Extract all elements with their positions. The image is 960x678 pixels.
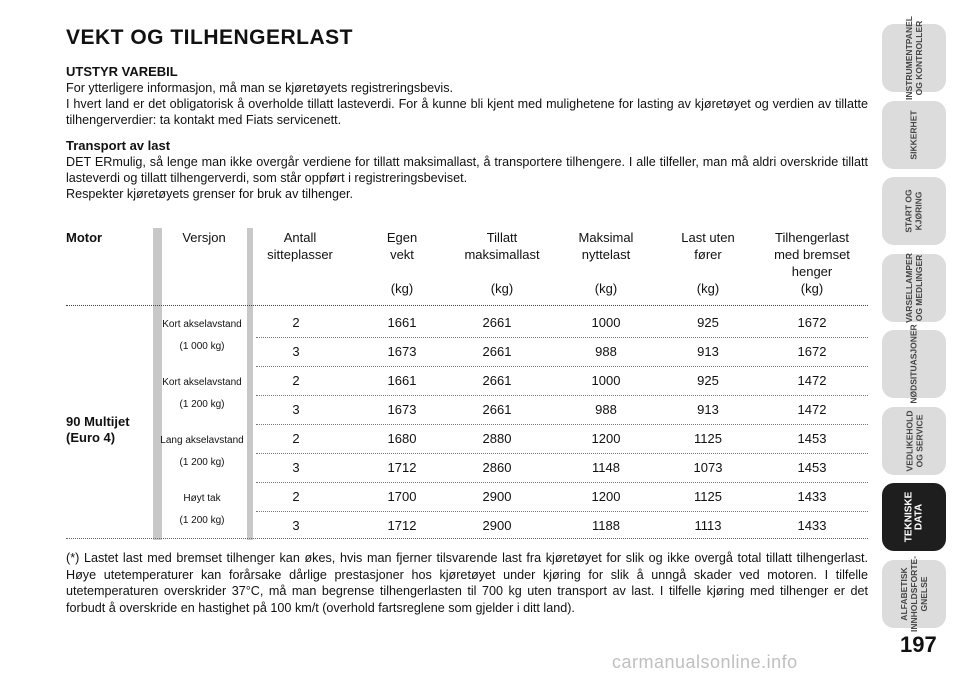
table-cell: 2661	[482, 315, 512, 330]
chapter-tab-label: START OG KJØRING	[903, 189, 924, 233]
intro-section	[66, 64, 868, 128]
towing-heading: Transport av last	[66, 138, 171, 153]
chapter-tab-label: VEDLIKEHOLD OG SERVICE	[903, 410, 924, 471]
table-cell: 1433	[797, 518, 827, 533]
version-label: Høyt tak (1 200 kg)	[179, 493, 225, 526]
table-cell: 1073	[693, 460, 723, 475]
chapter-tab-label: VARSELLAMPER OG MEDLINGER	[904, 252, 924, 323]
table-cell: 3	[292, 518, 300, 533]
table-cell: 1433	[797, 489, 827, 504]
table-bottom-divider	[66, 538, 868, 539]
table-cell: 1472	[797, 402, 827, 417]
table-cell: 925	[697, 373, 719, 388]
header-seats: Antall sitteplasser	[267, 230, 333, 262]
table-cell: 1125	[694, 431, 722, 446]
table-cell: 3	[292, 402, 300, 417]
towing-line-1: DET ERmulig, så lenge man ikke overgår verdiene for tillatt maksimallast, å transportere tilhengere. I alle tilfeller, man må aldri overskride tillatt lasteverdi og tillatt tilhengerverdi, som står oppført i registreringsbeviset.	[66, 155, 868, 185]
table-cell: 2661	[482, 373, 512, 388]
chapter-tab-label: ALFABETISK INNHOLDSFORTE- GNELSE	[899, 555, 929, 632]
chapter-tab[interactable]	[882, 177, 946, 245]
table-cell: 2	[292, 431, 300, 446]
table-cell: 1453	[797, 431, 827, 446]
row-divider	[256, 337, 868, 338]
table-cell: 3	[292, 460, 300, 475]
towing-section	[66, 138, 868, 202]
table-cell: 1661	[387, 373, 417, 388]
table-cell: 1712	[387, 518, 417, 533]
chapter-tab[interactable]	[882, 483, 946, 551]
table-cell: 1200	[591, 431, 621, 446]
version-label: Kort akselavstand (1 000 kg)	[162, 319, 242, 352]
header-no-driver: Last uten fører (kg)	[681, 230, 735, 296]
table-cell: 1673	[387, 344, 417, 359]
chapter-tab[interactable]	[882, 16, 946, 100]
row-divider	[256, 511, 868, 512]
table-cell: 988	[595, 344, 617, 359]
table-cell: 2	[292, 489, 300, 504]
seats-column-bar	[247, 228, 253, 540]
row-divider	[256, 424, 868, 425]
table-cell: 3	[292, 344, 300, 359]
header-motor: Motor	[66, 230, 103, 245]
table-cell: 1672	[797, 344, 827, 359]
chapter-tab-label: INSTRUMENTPANEL OG KONTROLLER	[904, 16, 924, 100]
chapter-tab-label: TEKNISKE DATA	[903, 491, 924, 543]
page-number: 197	[900, 632, 937, 657]
table-cell: 925	[697, 315, 719, 330]
table-cell: 1000	[591, 315, 621, 330]
table-cell: 1472	[797, 373, 827, 388]
version-label: Kort akselavstand (1 200 kg)	[162, 377, 242, 410]
table-cell: 988	[595, 402, 617, 417]
chapter-tab[interactable]	[882, 407, 946, 475]
table-cell: 1453	[797, 460, 827, 475]
table-cell: 1700	[387, 489, 417, 504]
table-cell: 1673	[387, 402, 417, 417]
table-cell: 2880	[482, 431, 512, 446]
chapter-tab-label: NØDSITUASJONER	[909, 324, 919, 404]
table-cell: 1125	[694, 489, 722, 504]
towing-line-2: Respekter kjøretøyets grenser for bruk av tilhenger.	[66, 187, 353, 201]
table-cell: 1113	[694, 518, 722, 533]
table-cell: 1712	[387, 460, 417, 475]
table-header-divider	[66, 305, 868, 306]
chapter-tab[interactable]	[882, 555, 946, 632]
watermark-text: carmanualsonline.info	[612, 652, 798, 672]
table-cell: 2	[292, 373, 300, 388]
version-label: Lang akselavstand (1 200 kg)	[160, 435, 244, 468]
table-cell: 1672	[797, 315, 827, 330]
table-cell: 2900	[482, 518, 512, 533]
table-cell: 1680	[387, 431, 417, 446]
table-cell: 2860	[482, 460, 512, 475]
table-cell: 913	[697, 344, 719, 359]
chapter-tab[interactable]	[882, 101, 946, 169]
motor-name: 90 Multijet (Euro 4)	[66, 414, 130, 445]
chapter-tab[interactable]	[882, 324, 946, 404]
row-divider	[256, 482, 868, 483]
table-cell: 913	[697, 402, 719, 417]
intro-line-1: For ytterligere informasjon, må man se kjøretøyets registreringsbevis.	[66, 81, 454, 95]
table-cell: 1661	[387, 315, 417, 330]
chapter-tab[interactable]	[882, 254, 946, 322]
intro-heading: UTSTYR VAREBIL	[66, 64, 178, 79]
header-version: Versjon	[182, 230, 226, 245]
table-cell: 2	[292, 315, 300, 330]
table-cell: 2661	[482, 402, 512, 417]
table-cell: 1148	[592, 460, 620, 475]
table-cell: 1000	[591, 373, 621, 388]
table-cell: 1200	[591, 489, 621, 504]
header-own-weight: Egen vekt (kg)	[386, 230, 418, 296]
page-title: VEKT OG TILHENGERLAST	[66, 26, 354, 49]
intro-line-2: I hvert land er det obligatorisk å overholde tillatt lasteverdi. For å kunne bli kjent med mulighetene for lasting av kjøretøyet og verdien av tillatte tilhengerverdier: ta kontakt med Fiats servicenett.	[66, 97, 868, 127]
footnote: (*) Lastet last med bremset tilhenger kan økes, hvis man fjerner tilsvarende last fra kjøretøyet for slik og ikke overgå total tillatt tilhengerlast. Høye utetemperaturer kan forårsake dårlige prestasjoner hos kjøretøyet under kjøring for slik å unngå skader ved motoren. I tilfelle utetemperaturen overskrider 37°C, må man begrense tilhengerlasten til 700 kg uten transport av last. I tilfelle kjøring med tilhenger er det forbudt å overskride en hastighet på 100 km/t (overhold fartsreglene som gjelder i ditt land).	[66, 551, 868, 615]
row-divider	[256, 395, 868, 396]
chapter-tab-label: SIKKERHET	[909, 109, 919, 160]
header-max-allowed: Tillatt maksimallast (kg)	[464, 230, 540, 296]
table-cell: 2661	[482, 344, 512, 359]
row-divider	[256, 366, 868, 367]
header-trailer: Tilhengerlast med bremset henger (kg)	[774, 230, 850, 296]
row-divider	[256, 453, 868, 454]
table-cell: 1188	[592, 518, 620, 533]
table-cell: 2900	[482, 489, 512, 504]
header-payload: Maksimal nyttelast (kg)	[578, 230, 634, 296]
